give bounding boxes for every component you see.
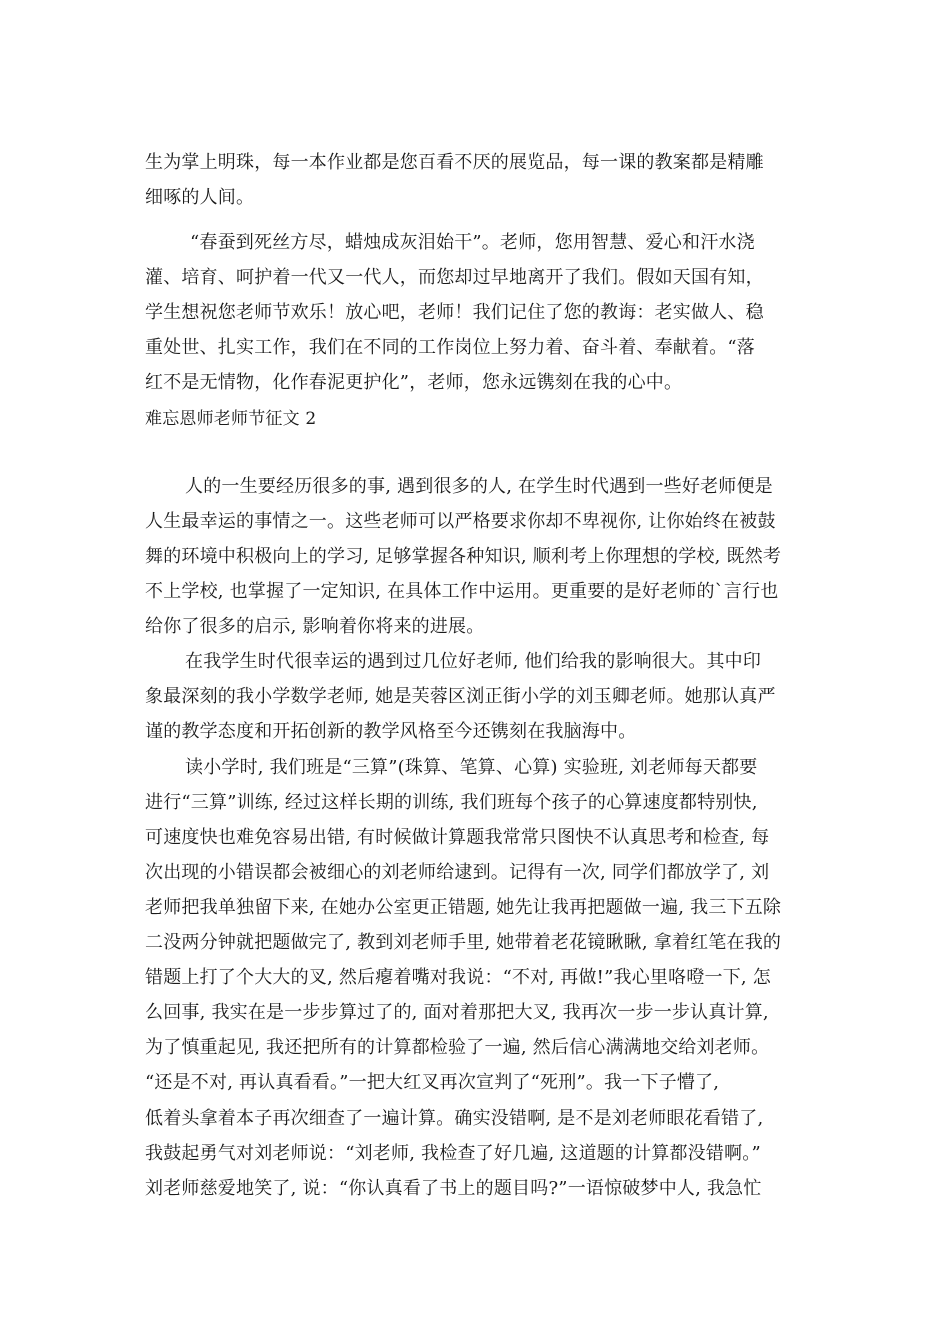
paragraph-line: 低着头拿着本子再次细查了一遍计算。确实没错啊, 是不是刘老师眼花看错了, (145, 1108, 764, 1129)
paragraph-line: 错题上打了个大大的叉, 然后瘪着嘴对我说：“不对, 再做!”我心里咯噔一下, 怎 (145, 967, 771, 988)
paragraph-line: 刘老师慈爱地笑了, 说：“你认真看了书上的题目吗?”一语惊破梦中人, 我急忙 (145, 1178, 762, 1199)
paragraph-line: 在我学生时代很幸运的遇到过几位好老师, 他们给我的影响很大。其中印 (185, 651, 762, 672)
paragraph-line: 为了慎重起见, 我还把所有的计算都检验了一遍, 然后信心满满地交给刘老师。 (145, 1037, 770, 1058)
paragraph-line: “还是不对, 再认真看看。”一把大红叉再次宣判了“死刑”。我一下子懵了, (145, 1072, 720, 1093)
paragraph-line: 读小学时, 我们班是“三算”(珠算、笔算、心算) 实验班, 刘老师每天都要 (185, 757, 758, 778)
paragraph-line: 给你了很多的启示, 影响着你将来的进展。 (145, 616, 485, 637)
paragraph-line: 可速度快也难免容易出错, 有时候做计算题我常常只图快不认真思考和检查, 每 (145, 827, 770, 848)
paragraph-line: 灌、培育、呵护着一代又一代人，而您却过早地离开了我们。假如天国有知， (145, 267, 764, 288)
paragraph-line: 学生想祝您老师节欢乐！放心吧，老师！我们记住了您的教诲：老实做人、稳 (145, 302, 764, 323)
section-title: 难忘恩师老师节征文 2 (145, 409, 317, 429)
paragraph-line: 么回事, 我实在是一步步算过了的, 面对着那把大叉, 我再次一步一步认真计算, (145, 1002, 769, 1023)
paragraph-line: 二没两分钟就把题做完了, 教到刘老师手里, 她带着老花镜瞅瞅, 拿着红笔在我的 (145, 932, 782, 953)
paragraph-line: 人的一生要经历很多的事, 遇到很多的人, 在学生时代遇到一些好老师便是 (185, 476, 773, 497)
paragraph-line: 谨的教学态度和开拓创新的教学风格至今还镌刻在我脑海中。 (145, 721, 637, 742)
paragraph-line: 舞的环境中积极向上的学习, 足够掌握各种知识, 顺利考上你理想的学校, 既然考 (145, 546, 782, 567)
paragraph-line: 生为掌上明珠，每一本作业都是您百看不厌的展览品，每一课的教案都是精雕 (145, 152, 764, 173)
paragraph-line: 老师把我单独留下来, 在她办公室更正错题, 她先让我再把题做一遍, 我三下五除 (145, 897, 782, 918)
paragraph-line: 次出现的小错误都会被细心的刘老师给逮到。记得有一次, 同学们都放学了, 刘 (145, 862, 770, 883)
paragraph-line: 进行“三算”训练, 经过这样长期的训练, 我们班每个孩子的心算速度都特别快, (145, 792, 758, 813)
paragraph-line: 象最深刻的我小学数学老师, 她是芙蓉区浏正街小学的刘玉卿老师。她那认真严 (145, 686, 776, 707)
paragraph-line: 不上学校, 也掌握了一定知识, 在具体工作中运用。更重要的是好老师的`言行也 (145, 581, 779, 602)
paragraph-line: 我鼓起勇气对刘老师说：“刘老师, 我检查了好几遍, 这道题的计算都没错啊。” (145, 1143, 761, 1164)
paragraph-line: “春蚕到死丝方尽，蜡烛成灰泪始干”。老师，您用智慧、爱心和汗水浇 (190, 232, 755, 253)
paragraph-line: 重处世、扎实工作，我们在不同的工作岗位上努力着、奋斗着、奉献着。“落 (145, 337, 755, 358)
paragraph-line: 细啄的人间。 (145, 187, 255, 208)
paragraph-line: 红不是无情物，化作春泥更护化”，老师，您永远镌刻在我的心中。 (145, 372, 683, 393)
paragraph-line: 人生最幸运的事情之一。这些老师可以严格要求你却不卑视你, 让你始终在被鼓 (145, 511, 776, 532)
